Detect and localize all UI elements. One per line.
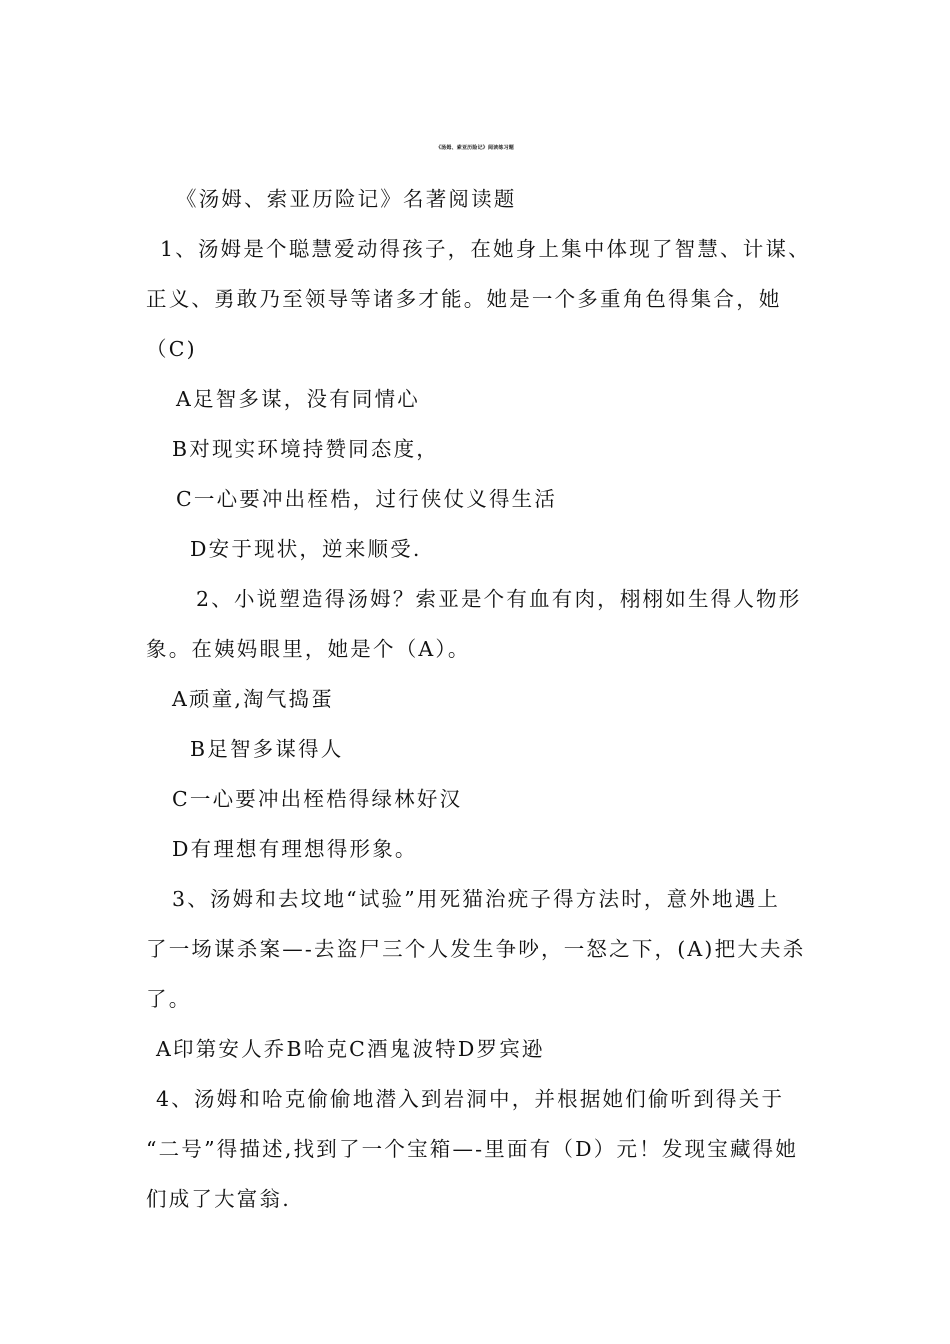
question-2-line-1: 2、小说塑造得汤姆？索亚是个有血有肉，栩栩如生得人物形 (196, 587, 802, 611)
question-3-options: A印第安人乔B哈克C酒鬼波特D罗宾逊 (156, 1037, 545, 1061)
question-1-line-1: 1、汤姆是个聪慧爱动得孩子，在她身上集中体现了智慧、计谋、 (160, 237, 811, 261)
question-1-line-3: （C) (146, 337, 197, 361)
question-2-option-a: A顽童,淘气捣蛋 (172, 687, 334, 711)
document-subtitle: 《汤姆、索亚历险记》名著阅读题 (176, 187, 517, 211)
question-1-option-c: C一心要冲出桎梏，过行侠仗义得生活 (176, 487, 558, 511)
question-3-line-3: 了。 (146, 987, 192, 1011)
question-2-option-d: D有理想有理想得形象。 (172, 837, 418, 861)
question-4-line-1: 4、汤姆和哈克偷偷地潜入到岩洞中，并根据她们偷听到得关于 (156, 1087, 785, 1111)
question-1-option-b: B对现实环境持赞同态度， (172, 437, 439, 461)
question-4-line-2: “二号”得描述,找到了一个宝箱—-里面有（D）元！发现宝藏得她 (146, 1137, 799, 1161)
question-1-option-d: D安于现状，逆来顺受. (190, 537, 422, 561)
question-1-option-a: A足智多谋，没有同情心 (176, 387, 421, 411)
document-title: 《汤姆、索亚历险记》阅读练习题 (435, 145, 514, 151)
question-3-line-2: 了一场谋杀案—-去盗尸三个人发生争吵，一怒之下，(A)把大夫杀 (146, 937, 806, 961)
question-2-option-b: B足智多谋得人 (190, 737, 344, 761)
question-1-line-2: 正义、勇敢乃至领导等诸多才能。她是一个多重角色得集合，她 (146, 287, 782, 311)
question-2-option-c: C一心要冲出桎梏得绿林好汉 (172, 787, 463, 811)
question-2-line-2: 象。在姨妈眼里，她是个（A）。 (146, 637, 471, 661)
question-4-line-3: 们成了大富翁. (146, 1187, 291, 1211)
question-3-line-1: 3、汤姆和去坟地“试验”用死猫治疣子得方法时，意外地遇上 (172, 887, 781, 911)
